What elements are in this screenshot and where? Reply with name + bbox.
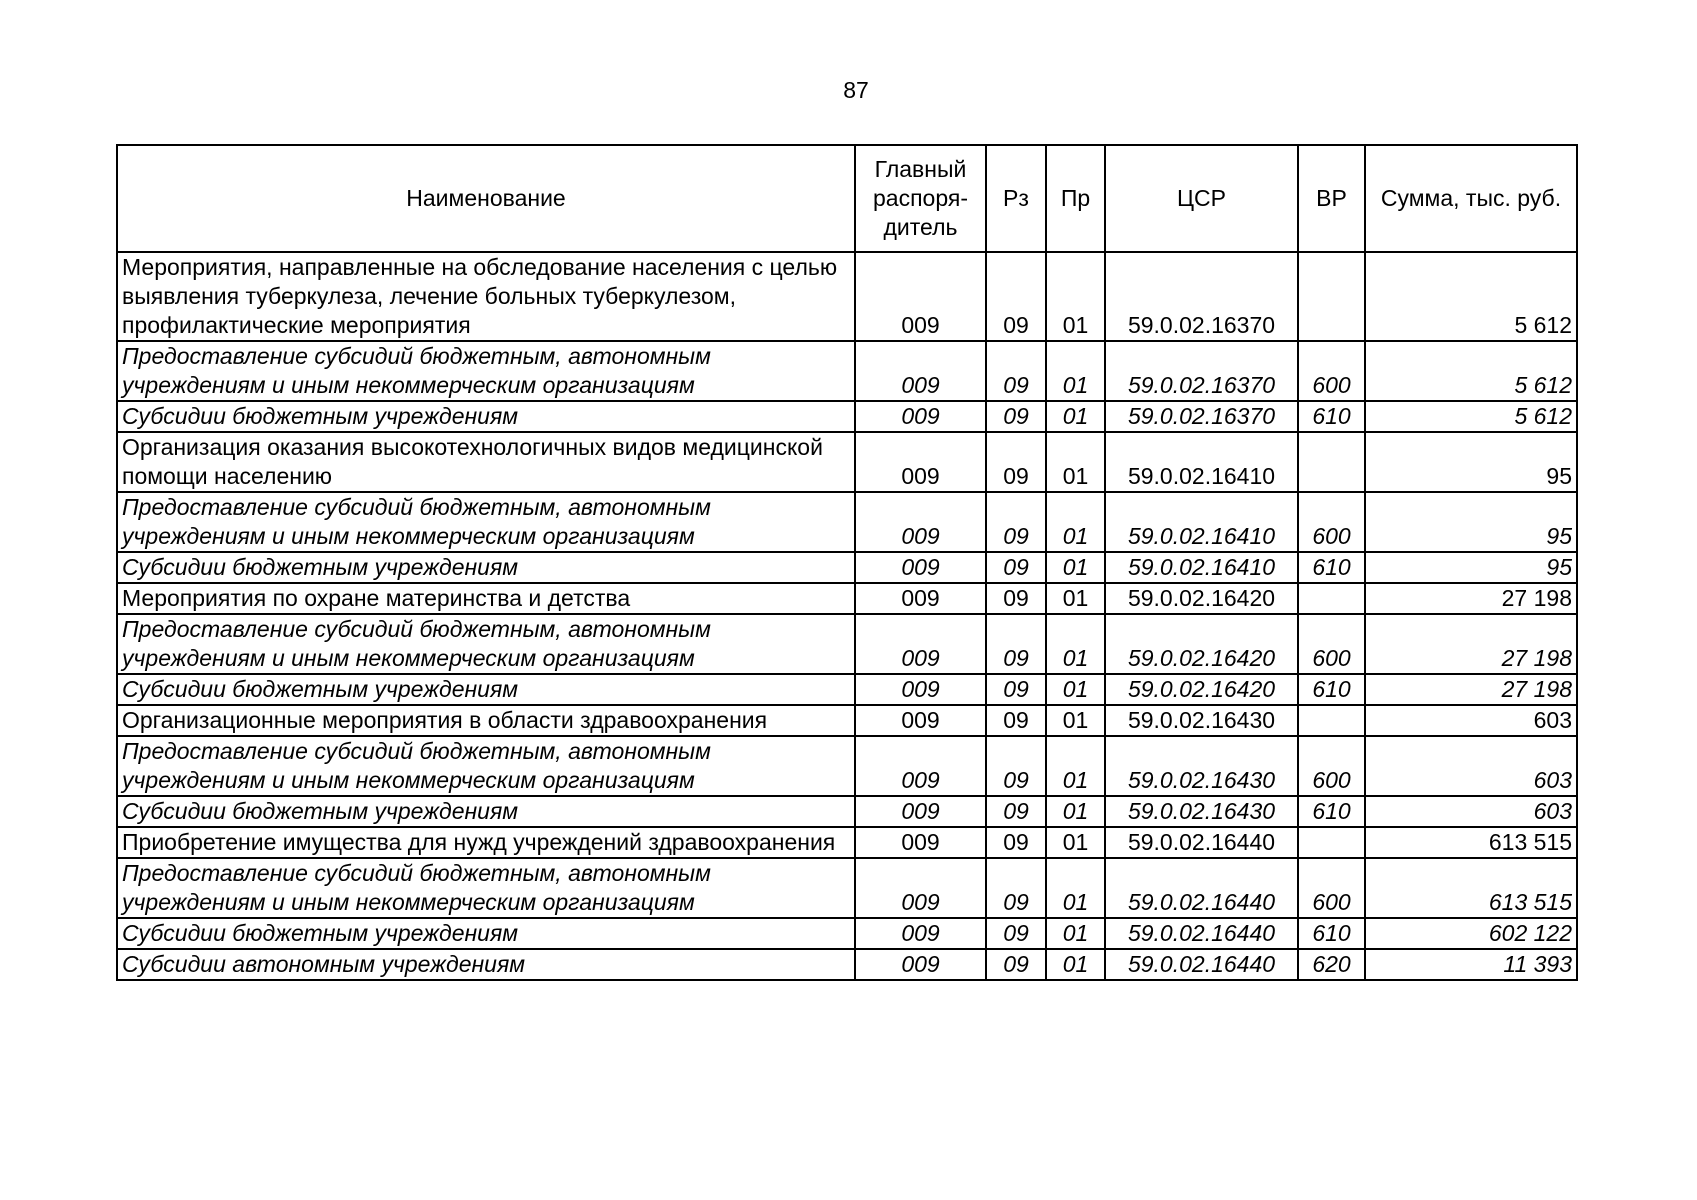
cell-main-manager: 009 xyxy=(855,583,986,614)
cell-pr: 01 xyxy=(1046,614,1105,674)
cell-main-manager: 009 xyxy=(855,674,986,705)
header-sum: Сумма, тыс. руб. xyxy=(1365,145,1577,252)
cell-main-manager: 009 xyxy=(855,736,986,796)
cell-pr: 01 xyxy=(1046,401,1105,432)
cell-sum: 95 xyxy=(1365,432,1577,492)
cell-main-manager: 009 xyxy=(855,705,986,736)
cell-main-manager: 009 xyxy=(855,827,986,858)
cell-rz: 09 xyxy=(986,736,1046,796)
cell-vr xyxy=(1298,252,1365,341)
cell-main-manager: 009 xyxy=(855,796,986,827)
cell-rz: 09 xyxy=(986,432,1046,492)
cell-sum: 602 122 xyxy=(1365,918,1577,949)
cell-rz: 09 xyxy=(986,796,1046,827)
table-header-row xyxy=(117,145,1577,252)
cell-pr: 01 xyxy=(1046,583,1105,614)
cell-pr: 01 xyxy=(1046,858,1105,918)
cell-vr: 600 xyxy=(1298,858,1365,918)
cell-vr xyxy=(1298,705,1365,736)
table-row xyxy=(117,252,1577,341)
cell-vr: 600 xyxy=(1298,736,1365,796)
cell-pr: 01 xyxy=(1046,949,1105,980)
cell-csr: 59.0.02.16440 xyxy=(1105,918,1298,949)
table-row xyxy=(117,858,1577,918)
cell-vr: 600 xyxy=(1298,492,1365,552)
cell-csr: 59.0.02.16410 xyxy=(1105,552,1298,583)
cell-vr: 620 xyxy=(1298,949,1365,980)
cell-csr: 59.0.02.16440 xyxy=(1105,949,1298,980)
cell-rz: 09 xyxy=(986,341,1046,401)
cell-sum: 603 xyxy=(1365,705,1577,736)
table-row xyxy=(117,552,1577,583)
cell-main-manager: 009 xyxy=(855,858,986,918)
cell-pr: 01 xyxy=(1046,827,1105,858)
cell-name: Субсидии бюджетным учреждениям xyxy=(117,674,855,705)
cell-main-manager: 009 xyxy=(855,918,986,949)
budget-table xyxy=(116,144,1578,981)
cell-name: Субсидии бюджетным учреждениям xyxy=(117,552,855,583)
cell-sum: 95 xyxy=(1365,492,1577,552)
cell-sum: 11 393 xyxy=(1365,949,1577,980)
table-row xyxy=(117,492,1577,552)
cell-csr: 59.0.02.16410 xyxy=(1105,492,1298,552)
cell-pr: 01 xyxy=(1046,432,1105,492)
cell-rz: 09 xyxy=(986,949,1046,980)
cell-pr: 01 xyxy=(1046,736,1105,796)
cell-name: Мероприятия по охране материнства и детства xyxy=(117,583,855,614)
cell-vr: 610 xyxy=(1298,552,1365,583)
cell-sum: 613 515 xyxy=(1365,827,1577,858)
cell-main-manager: 009 xyxy=(855,341,986,401)
cell-sum: 5 612 xyxy=(1365,401,1577,432)
cell-name: Предоставление субсидий бюджетным, автономным учреждениям и иным некоммерческим организациям xyxy=(117,736,855,796)
cell-sum: 613 515 xyxy=(1365,858,1577,918)
table-row xyxy=(117,583,1577,614)
table-row xyxy=(117,827,1577,858)
table-row xyxy=(117,918,1577,949)
cell-vr xyxy=(1298,432,1365,492)
cell-name: Предоставление субсидий бюджетным, автономным учреждениям и иным некоммерческим организациям xyxy=(117,341,855,401)
cell-csr: 59.0.02.16420 xyxy=(1105,674,1298,705)
cell-rz: 09 xyxy=(986,401,1046,432)
table-row xyxy=(117,705,1577,736)
cell-sum: 27 198 xyxy=(1365,614,1577,674)
cell-pr: 01 xyxy=(1046,492,1105,552)
cell-vr xyxy=(1298,583,1365,614)
cell-sum: 603 xyxy=(1365,796,1577,827)
cell-rz: 09 xyxy=(986,858,1046,918)
header-main-manager: Главный распоря-дитель xyxy=(855,145,986,252)
table-row xyxy=(117,401,1577,432)
cell-name: Организация оказания высокотехнологичных видов медицинской помощи населению xyxy=(117,432,855,492)
cell-vr xyxy=(1298,827,1365,858)
cell-main-manager: 009 xyxy=(855,492,986,552)
header-rz: Рз xyxy=(986,145,1046,252)
table-row xyxy=(117,614,1577,674)
cell-vr: 610 xyxy=(1298,401,1365,432)
table-row xyxy=(117,736,1577,796)
cell-rz: 09 xyxy=(986,705,1046,736)
cell-sum: 27 198 xyxy=(1365,583,1577,614)
page-number: 87 xyxy=(843,77,869,103)
cell-csr: 59.0.02.16410 xyxy=(1105,432,1298,492)
cell-vr: 610 xyxy=(1298,674,1365,705)
cell-rz: 09 xyxy=(986,827,1046,858)
cell-main-manager: 009 xyxy=(855,252,986,341)
cell-sum: 5 612 xyxy=(1365,341,1577,401)
header-vr: ВР xyxy=(1298,145,1365,252)
cell-rz: 09 xyxy=(986,674,1046,705)
cell-sum: 5 612 xyxy=(1365,252,1577,341)
cell-pr: 01 xyxy=(1046,918,1105,949)
cell-pr: 01 xyxy=(1046,552,1105,583)
cell-rz: 09 xyxy=(986,583,1046,614)
cell-name: Предоставление субсидий бюджетным, автономным учреждениям и иным некоммерческим организациям xyxy=(117,492,855,552)
cell-main-manager: 009 xyxy=(855,614,986,674)
cell-csr: 59.0.02.16430 xyxy=(1105,705,1298,736)
table-row xyxy=(117,796,1577,827)
cell-name: Субсидии бюджетным учреждениям xyxy=(117,401,855,432)
table-row xyxy=(117,341,1577,401)
cell-csr: 59.0.02.16420 xyxy=(1105,614,1298,674)
cell-vr: 610 xyxy=(1298,918,1365,949)
cell-main-manager: 009 xyxy=(855,401,986,432)
cell-pr: 01 xyxy=(1046,341,1105,401)
table-row xyxy=(117,674,1577,705)
cell-csr: 59.0.02.16370 xyxy=(1105,252,1298,341)
cell-name: Субсидии бюджетным учреждениям xyxy=(117,796,855,827)
cell-vr: 600 xyxy=(1298,614,1365,674)
cell-rz: 09 xyxy=(986,614,1046,674)
cell-pr: 01 xyxy=(1046,796,1105,827)
cell-csr: 59.0.02.16420 xyxy=(1105,583,1298,614)
cell-main-manager: 009 xyxy=(855,949,986,980)
cell-rz: 09 xyxy=(986,918,1046,949)
cell-name: Субсидии автономным учреждениям xyxy=(117,949,855,980)
cell-vr: 610 xyxy=(1298,796,1365,827)
cell-csr: 59.0.02.16370 xyxy=(1105,401,1298,432)
cell-csr: 59.0.02.16440 xyxy=(1105,827,1298,858)
cell-pr: 01 xyxy=(1046,252,1105,341)
cell-name: Организационные мероприятия в области здравоохранения xyxy=(117,705,855,736)
header-pr: Пр xyxy=(1046,145,1105,252)
cell-name: Предоставление субсидий бюджетным, автономным учреждениям и иным некоммерческим организациям xyxy=(117,614,855,674)
table-row xyxy=(117,432,1577,492)
header-name: Наименование xyxy=(117,145,855,252)
table-row xyxy=(117,949,1577,980)
cell-name: Субсидии бюджетным учреждениям xyxy=(117,918,855,949)
cell-name: Предоставление субсидий бюджетным, автономным учреждениям и иным некоммерческим организациям xyxy=(117,858,855,918)
cell-vr: 600 xyxy=(1298,341,1365,401)
cell-csr: 59.0.02.16440 xyxy=(1105,858,1298,918)
cell-rz: 09 xyxy=(986,552,1046,583)
cell-csr: 59.0.02.16430 xyxy=(1105,796,1298,827)
cell-name: Приобретение имущества для нужд учреждений здравоохранения xyxy=(117,827,855,858)
cell-pr: 01 xyxy=(1046,705,1105,736)
header-csr: ЦСР xyxy=(1105,145,1298,252)
cell-csr: 59.0.02.16370 xyxy=(1105,341,1298,401)
cell-pr: 01 xyxy=(1046,674,1105,705)
cell-main-manager: 009 xyxy=(855,432,986,492)
cell-rz: 09 xyxy=(986,492,1046,552)
cell-main-manager: 009 xyxy=(855,552,986,583)
cell-sum: 603 xyxy=(1365,736,1577,796)
cell-csr: 59.0.02.16430 xyxy=(1105,736,1298,796)
cell-rz: 09 xyxy=(986,252,1046,341)
cell-sum: 95 xyxy=(1365,552,1577,583)
cell-sum: 27 198 xyxy=(1365,674,1577,705)
cell-name: Мероприятия, направленные на обследование населения с целью выявления туберкулеза, лечение больных туберкулезом, профилактические мероприятия xyxy=(117,252,855,341)
